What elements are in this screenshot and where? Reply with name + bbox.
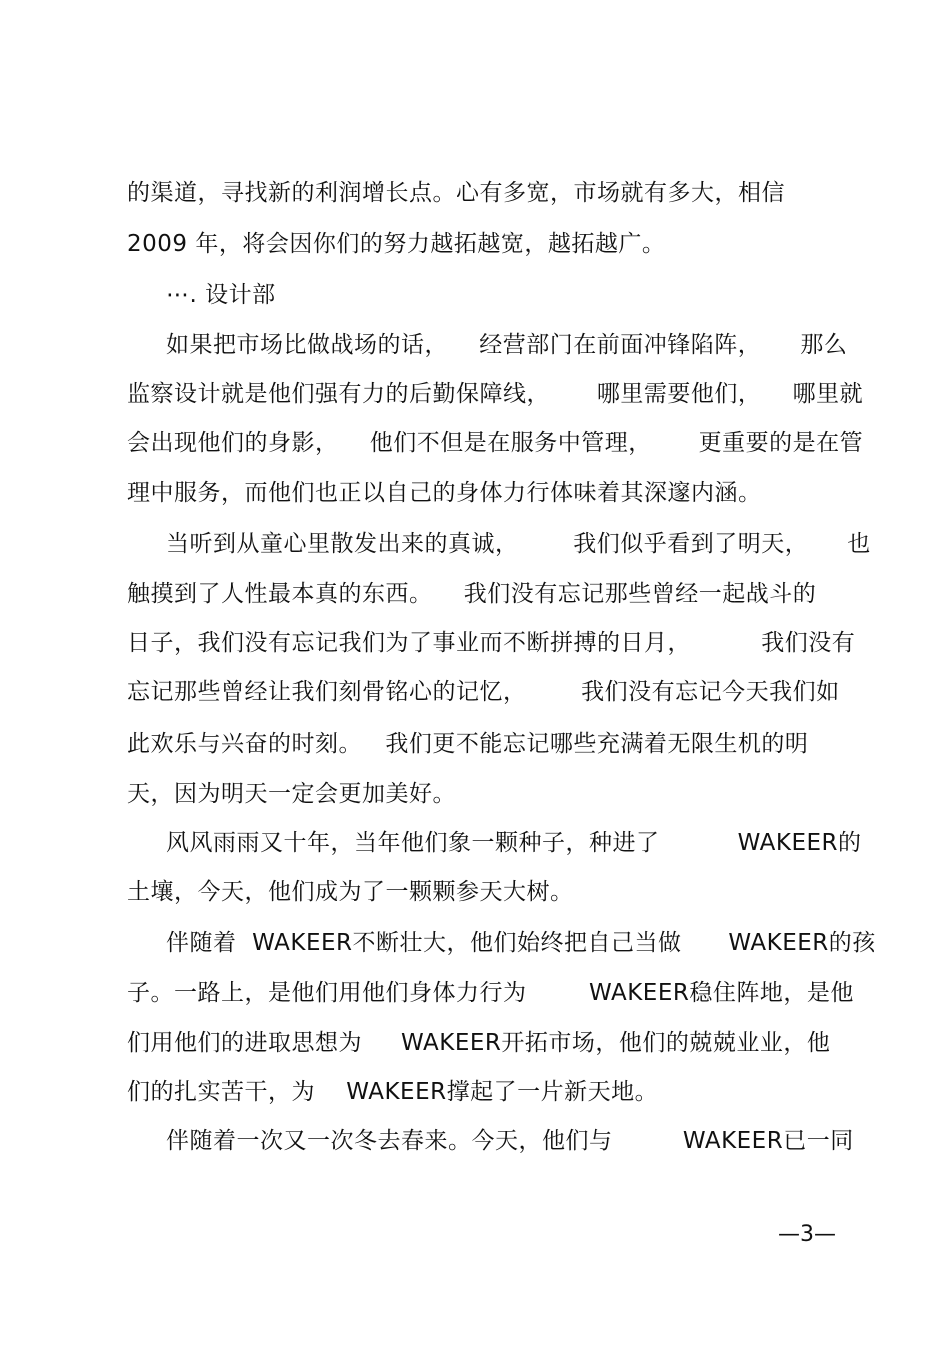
text-line: 们的扎实苦干，为 WAKEER撑起了一片新天地。 bbox=[127, 1079, 659, 1105]
text-line: 此欢乐与兴奋的时刻。 我们更不能忘记哪些充满着无限生机的明 bbox=[127, 731, 809, 757]
text-line: 监察设计就是他们强有力的后勤保障线， 哪里需要他们， 哪里就 bbox=[127, 381, 864, 407]
text-line: 日子，我们没有忘记我们为了事业而不断拼搏的日月， 我们没有 bbox=[127, 630, 856, 656]
text-line: 风风雨雨又十年，当年他们象一颗种子，种进了 WAKEER的 bbox=[127, 830, 862, 856]
page-number: —3— bbox=[778, 1222, 836, 1247]
section-heading: ⋯. 设计部 bbox=[127, 282, 276, 308]
text-line: 天，因为明天一定会更加美好。 bbox=[127, 781, 456, 807]
text-line: 理中服务，而他们也正以自己的身体力行体味着其深邃内涵。 bbox=[127, 480, 762, 506]
text-line: 2009 年，将会因你们的努力越拓越宽，越拓越广。 bbox=[127, 231, 666, 257]
text-line: 们用他们的进取思想为 WAKEER开拓市场，他们的兢兢业业，他 bbox=[127, 1030, 831, 1056]
text-line: 子。一路上，是他们用他们身体力行为 WAKEER稳住阵地，是他 bbox=[127, 980, 854, 1006]
text-line: 的渠道，寻找新的利润增长点。心有多宽，市场就有多大，相信 bbox=[127, 180, 785, 206]
text-line: 如果把市场比做战场的话， 经营部门在前面冲锋陷阵， 那么 bbox=[127, 332, 848, 358]
text-line: 伴随着一次又一次冬去春来。今天，他们与 WAKEER已一同 bbox=[127, 1128, 854, 1154]
text-line: 土壤，今天，他们成为了一颗颗参天大树。 bbox=[127, 879, 574, 905]
text-line: 伴随着 WAKEER不断壮大，他们始终把自己当做 WAKEER的孩 bbox=[127, 930, 876, 956]
text-line: 触摸到了人性最本真的东西。 我们没有忘记那些曾经一起战斗的 bbox=[127, 581, 817, 607]
text-line: 当听到从童心里散发出来的真诚， 我们似乎看到了明天， 也 bbox=[127, 531, 871, 557]
text-line: 忘记那些曾经让我们刻骨铭心的记忆， 我们没有忘记今天我们如 bbox=[127, 679, 840, 705]
text-line: 会出现他们的身影， 他们不但是在服务中管理， 更重要的是在管 bbox=[127, 430, 864, 456]
